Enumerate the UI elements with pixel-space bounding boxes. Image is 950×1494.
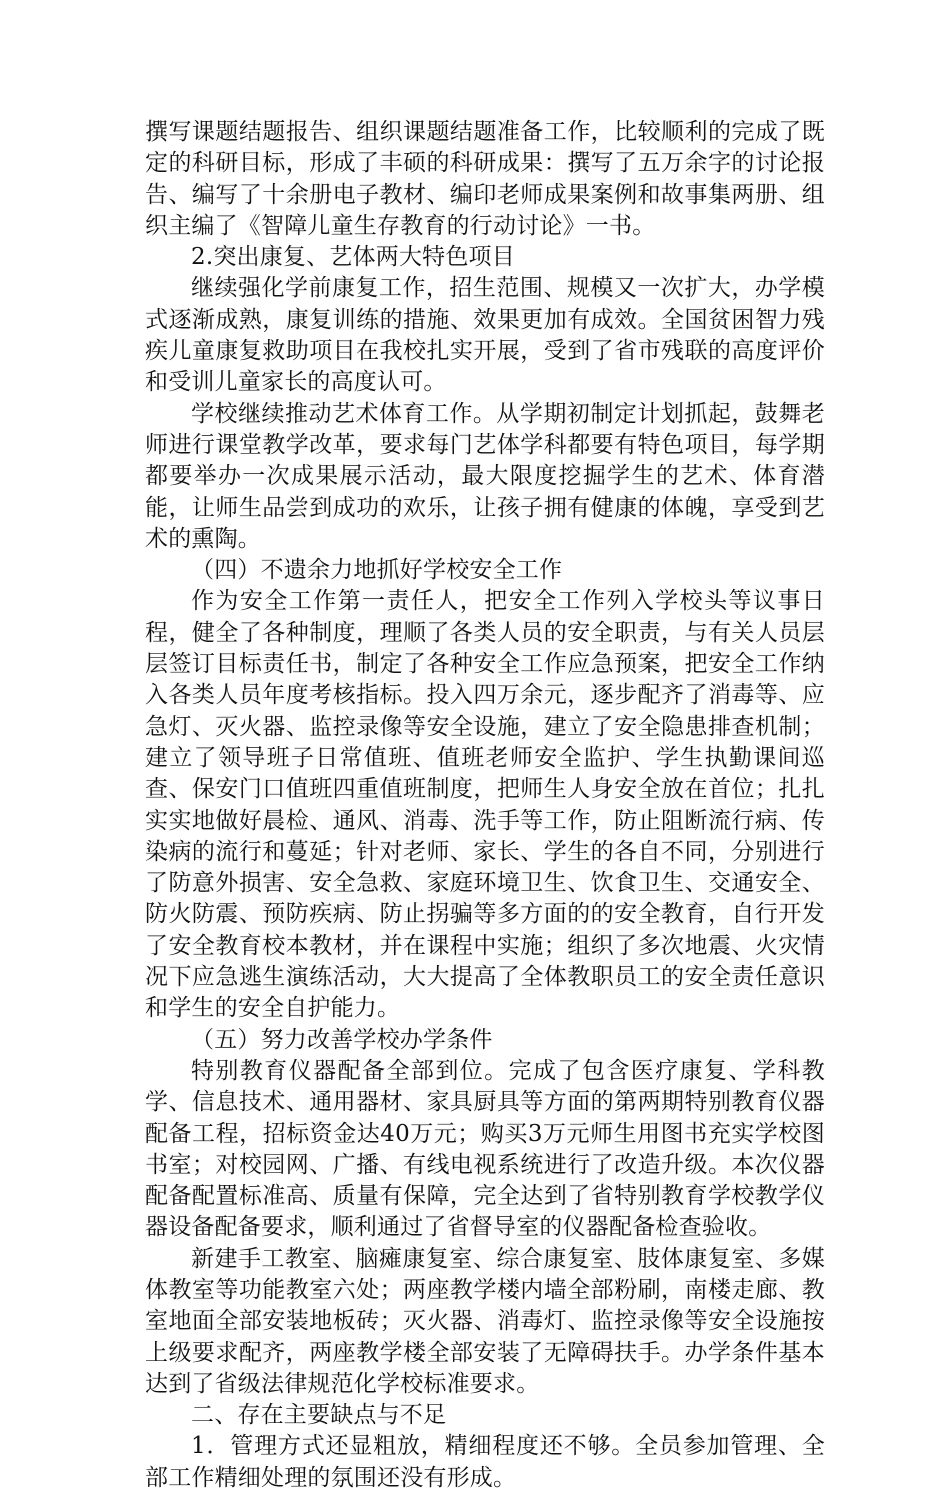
heading-safety-work: （四）不遗余力地抓好学校安全工作 xyxy=(191,557,563,584)
paragraph-safety: 作为安全工作第一责任人，把安全工作列入学校头等议事日程，健全了各种制度，理顺了各类人员的安全职责，与有关人员层层签订目标责任书，制定了各种安全工作应急预案，把安全工作纳入各类人员年度考核指标。投入四万余元，逐步配齐了消毒等、应急灯、灭火器、监控录像等安全设施，建立了安全隐患排查机制；建立了领导班子日常值班、值班老师安全监护、学生执勤课间巡查、保安门口值班四重值班制度，把师生人身安全放在首位；扎扎实实地做好晨检、通风、消毒、洗手等工作，防止阻断流行病、传染病的流行和蔓延；针对老师、家长、学生的各自不同，分别进行了防意外损害、安全急救、家庭环境卫生、饮食卫生、交通安全、防火防震、预防疾病、防止拐骗等多方面的的安全教育，自行开发了安全教育校本教材，并在课程中实施；组织了多次地震、火灾情况下应急逃生演练活动，大大提高了全体教职员工的安全责任意识和学生的安全自护能力。 xyxy=(145,588,825,1022)
heading-shortcomings: 二、存在主要缺点与不足 xyxy=(191,1402,447,1429)
heading-special-projects: 2.突出康复、艺体两大特色项目 xyxy=(191,244,515,271)
paragraph-rehabilitation: 继续强化学前康复工作，招生范围、规模又一次扩大，办学模式逐渐成熟，康复训练的措施、效果更加有成效。全国贫困智力残疾儿童康复救助项目在我校扎实开展，受到了省市残联的高度评价和受训儿童家长的高度认可。 xyxy=(145,275,825,396)
paragraph-management: 1．管理方式还显粗放，精细程度还不够。全员参加管理、全部工作精细处理的氛围还没有形成。 xyxy=(145,1433,825,1491)
document-body xyxy=(145,117,825,1494)
paragraph-equipment: 特别教育仪器配备全部到位。完成了包含医疗康复、学科教学、信息技术、通用器材、家具厨具等方面的第两期特别教育仪器配备工程，招标资金达40万元；购买3万元师生用图书充实学校图书室；对校园网、广播、有线电视系统进行了改造升级。本次仪器配备配置标准高、质量有保障，完全达到了省特别教育学校教学仪器设备配备要求，顺利通过了省督导室的仪器配备检查验收。 xyxy=(145,1057,825,1241)
heading-school-conditions: （五）努力改善学校办学条件 xyxy=(191,1026,493,1053)
paragraph-classrooms: 新建手工教室、脑瘫康复室、综合康复室、肢体康复室、多媒体教室等功能教室六处；两座教学楼内墙全部粉刷，南楼走廊、教室地面全部安装地板砖；灭火器、消毒灯、监控录像等安全设施按上级要求配齐，两座教学楼全部安装了无障碍扶手。办学条件基本达到了省级法律规范化学校标准要求。 xyxy=(145,1245,825,1397)
paragraph-arts-sports: 学校继续推动艺术体育工作。从学期初制定计划抓起，鼓舞老师进行课堂教学改革，要求每门艺体学科都要有特色项目，每学期都要举办一次成果展示活动，最大限度挖掘学生的艺术、体育潜能，让师生品尝到成功的欢乐，让孩子拥有健康的体魄，享受到艺术的熏陶。 xyxy=(145,400,825,552)
paragraph-research-results: 撰写课题结题报告、组织课题结题准备工作，比较顺利的完成了既定的科研目标，形成了丰硕的科研成果：撰写了五万余字的讨论报告、编写了十余册电子教材、编印老师成果案例和故事集两册、组织主编了《智障儿童生存教育的行动讨论》一书。 xyxy=(145,119,825,239)
